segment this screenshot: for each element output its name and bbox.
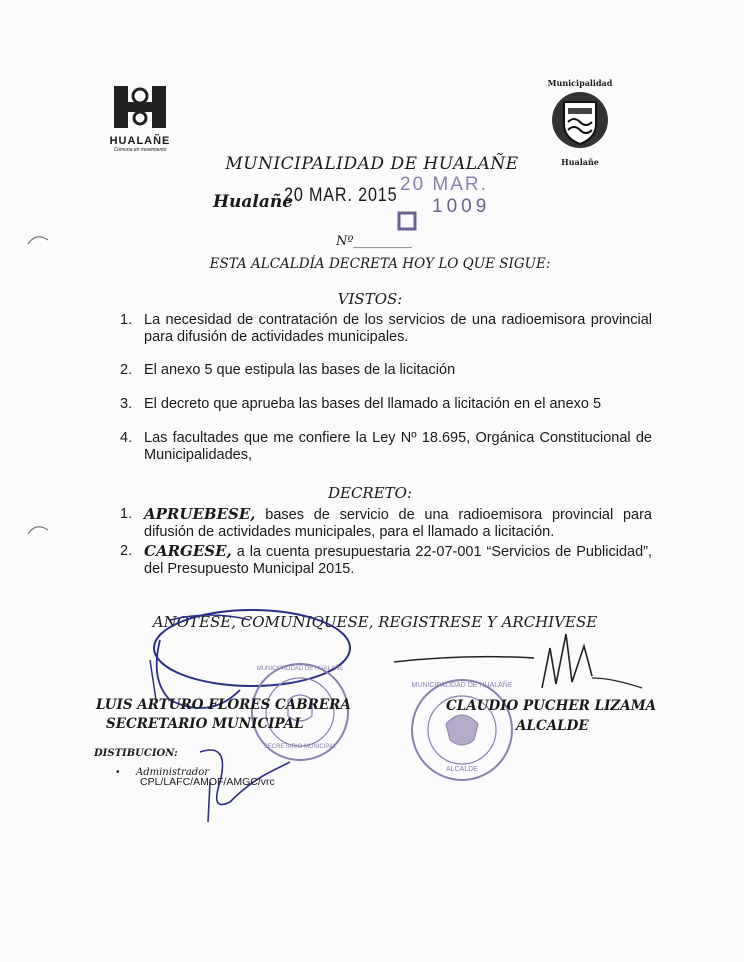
mayor-role: ALCALDE xyxy=(516,718,589,734)
crest-shield-icon xyxy=(540,88,620,152)
vistos-title: VISTOS: xyxy=(337,290,403,308)
bullet-icon: • xyxy=(116,767,120,778)
crest-top-text: Municipalidad xyxy=(547,78,613,88)
decreto-keyword: APRUEBESE, xyxy=(144,505,256,523)
decreto-item xyxy=(120,543,652,579)
secretary-role: SECRETARIO MUNICIPAL xyxy=(106,716,304,732)
closing-line: ANOTESE, COMUNIQUESE, REGISTRESE Y ARCHIVESE xyxy=(152,613,598,631)
decreto-keyword: CARGESE, xyxy=(144,542,232,560)
decree-number: Nº_________ xyxy=(336,234,412,249)
item-text: El decreto que aprueba las bases del llamado a licitación en el anexo 5 xyxy=(144,396,602,412)
logo-tagline: Comuna en movimiento xyxy=(113,147,167,153)
received-stamp-number: 1009 xyxy=(432,196,491,217)
mayor-stamp xyxy=(408,676,516,784)
item-number: 1. xyxy=(120,506,133,522)
secretary-stamp-bottom: SECRETARIO MUNICIPAL xyxy=(263,744,337,750)
distribution-label: DISTIBUCION: xyxy=(94,748,178,759)
item-text: La necesidad de contratación de los servicios de una radioemisora provincial para difusión de actividades municipales. xyxy=(144,312,652,345)
item-number: 2. xyxy=(120,362,133,378)
mayor-name: CLAUDIO PUCHER LIZAMA xyxy=(446,698,657,714)
date-stamp: 20 MAR. 2015 xyxy=(284,185,398,206)
vistos-item xyxy=(120,430,652,466)
item-number: 1. xyxy=(120,312,133,328)
item-text: a la cuenta presupuestaria 22-07-001 “Servicios de Publicidad”, del Presupuesto Municipal 2015. xyxy=(144,544,652,577)
decreto-item xyxy=(120,506,652,542)
municipal-crest xyxy=(540,78,620,167)
place-name: Hualañe xyxy=(213,192,294,212)
distribution-initials: CPL/LAFC/AMOF/AMGC/vrc xyxy=(140,776,275,788)
vistos-item xyxy=(120,312,652,348)
mayor-stamp-bottom: ALCALDE xyxy=(446,766,478,773)
punch-hole-icon xyxy=(26,232,50,254)
item-number: 3. xyxy=(120,396,133,412)
vistos-item xyxy=(120,362,652,380)
vistos-item xyxy=(120,396,652,414)
hualane-logo xyxy=(108,84,172,153)
punch-hole-icon xyxy=(26,522,50,544)
item-text: Las facultades que me confiere la Ley Nº 18.695, Orgánica Constitucional de Municipalidades, xyxy=(144,430,652,463)
stamp-mark-icon xyxy=(396,210,418,232)
logo-name: HUALAÑE xyxy=(109,135,171,147)
hualane-emblem-icon xyxy=(108,84,172,130)
secretary-stamp-top: MUNICIPALIDAD DE HUALAÑE xyxy=(256,666,344,672)
received-stamp-date: 20 MAR. xyxy=(400,174,488,195)
item-text: El anexo 5 que estipula las bases de la licitación xyxy=(144,362,456,378)
distribution-item: Administrador xyxy=(135,767,210,778)
item-number: 2. xyxy=(120,543,133,559)
crest-bottom-text: Hualañe xyxy=(561,157,599,167)
secretary-name: LUIS ARTURO FLORES CABRERA xyxy=(96,697,351,713)
page-title: MUNICIPALIDAD DE HUALAÑE xyxy=(225,154,519,174)
decreto-title: DECRETO: xyxy=(327,484,413,502)
decree-line: ESTA ALCALDÍA DECRETA HOY LO QUE SIGUE: xyxy=(209,256,551,272)
item-text: bases de servicio de una radioemisora provincial para difusión de actividades municipales, para el llamado a licitación. xyxy=(144,507,652,540)
mayor-stamp-top: MUNICIPALIDAD DE HUALAÑE xyxy=(411,682,513,689)
item-number: 4. xyxy=(120,430,133,446)
